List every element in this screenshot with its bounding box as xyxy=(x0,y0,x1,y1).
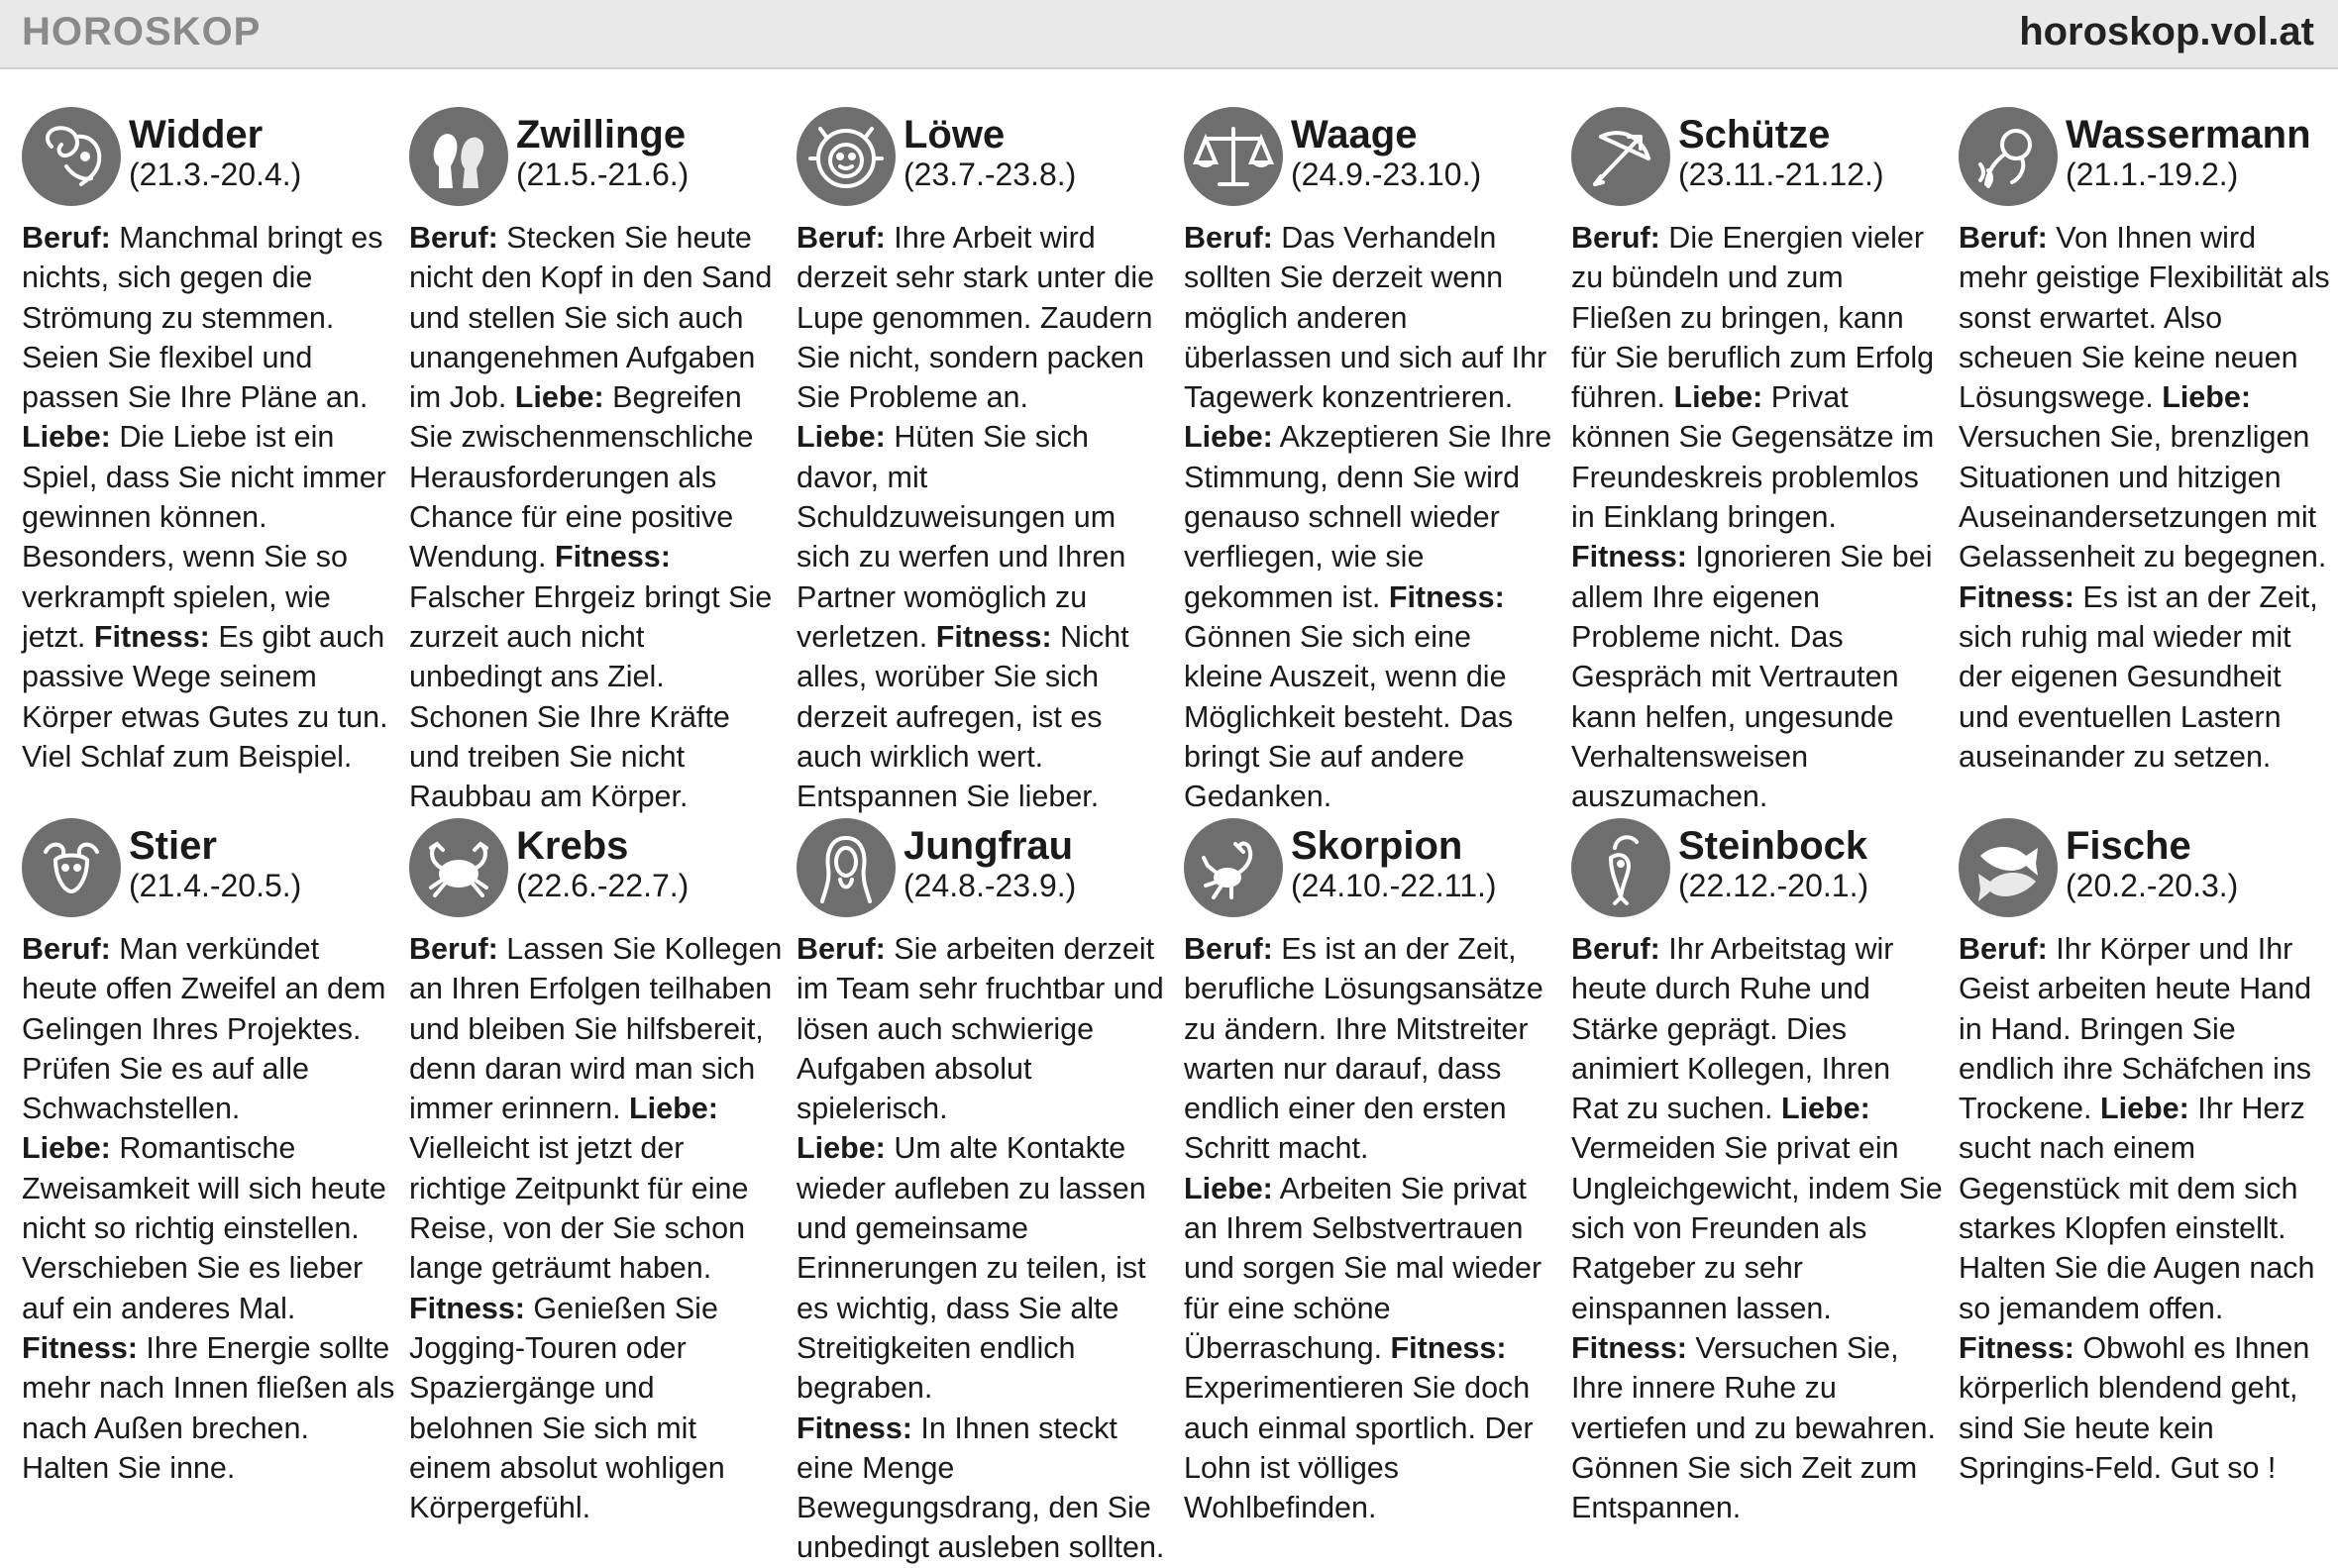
sign-skorpion xyxy=(1184,818,1558,1525)
text-liebe: Romantische Zweisamkeit will sich heute nicht so richtig einstellen. Verschieben Sie es lieber auf ein anderes Mal. xyxy=(22,1131,386,1325)
text-liebe: Arbeiten Sie privat an Ihrem Selbstvertrauen und sorgen Sie mal wieder für eine schöne Überraschung. xyxy=(1184,1171,1542,1365)
label-fitness: Fitness: xyxy=(1959,579,2074,614)
text-beruf: Lassen Sie Kollegen an Ihren Erfolgen teilhaben und bleiben Sie hilfsbereit, denn daran wird man sich immer erinnern. xyxy=(409,932,783,1126)
sign-text xyxy=(1184,929,1558,1527)
text-beruf: Das Verhandeln sollten Sie derzeit wenn möglich anderen überlassen und sich auf Ihr Tagewerk konzentrieren. xyxy=(1184,221,1547,415)
label-fitness: Fitness: xyxy=(1388,579,1505,614)
sign-dates: (23.7.-23.8.) xyxy=(903,157,1077,192)
sign-text xyxy=(409,218,784,816)
label-liebe: Liebe: xyxy=(1184,1171,1273,1205)
bull-icon xyxy=(22,818,121,917)
text-liebe: Vermeiden Sie privat ein Ungleichgewicht, indem Sie sich von Freunden als Ratgeber zu sehr einspannen lassen. xyxy=(1571,1131,1943,1325)
label-fitness: Fitness: xyxy=(1571,540,1687,575)
label-liebe: Liebe: xyxy=(22,420,111,455)
text-liebe: Ihr Herz sucht nach einem Gegenstück mit dem sich starkes Klopfen einstellt. Halten Sie die Augen nach so jemandem offen. xyxy=(1959,1092,2315,1325)
sign-schuetze xyxy=(1571,107,1946,814)
sign-dates: (24.9.-23.10.) xyxy=(1291,157,1482,192)
text-beruf: Ihr Körper und Ihr Geist arbeiten heute Hand in Hand. Bringen Sie endlich ihre Schäfchen ins Trockene. xyxy=(1959,932,2312,1126)
sign-text xyxy=(22,218,396,777)
sign-name: Stier xyxy=(129,824,217,868)
text-liebe: Versuchen Sie, brenzligen Situationen und hitzigen Auseinandersetzungen mit Gelassenheit zu begegnen. xyxy=(1959,420,2327,575)
label-fitness: Fitness: xyxy=(554,540,671,575)
text-fitness: Ihre Energie sollte mehr nach Innen fließen als nach Außen brechen. Halten Sie inne. xyxy=(22,1330,395,1485)
label-liebe: Liebe: xyxy=(1184,420,1273,455)
label-beruf: Beruf: xyxy=(22,221,111,255)
label-liebe: Liebe: xyxy=(514,380,604,415)
label-fitness: Fitness: xyxy=(1571,1330,1687,1365)
sign-name: Wassermann xyxy=(2066,113,2311,157)
text-beruf: Von Ihnen wird mehr geistige Flexibilität als sonst erwartet. Also scheuen Sie keine neuen Lösungswege. xyxy=(1959,221,2330,415)
sign-text xyxy=(797,218,1171,816)
text-liebe: Akzeptieren Sie Ihre Stimmung, denn Sie wird genauso schnell wieder verfliegen, wie sie gekommen ist. xyxy=(1184,420,1552,614)
text-fitness: Es ist an der Zeit, sich ruhig mal wieder mit der eigenen Gesundheit und eventuellen Lastern auseinander zu setzen. xyxy=(1959,579,2318,774)
crab-icon xyxy=(409,818,508,917)
fish-icon xyxy=(1959,818,2058,917)
text-liebe: Hüten Sie sich davor, mit Schuldzuweisungen um sich zu werfen und Ihren Partner womöglich zu verletzen. xyxy=(797,420,1126,654)
goat-icon xyxy=(1571,818,1670,917)
text-fitness: Versuchen Sie, Ihre innere Ruhe zu vertiefen und zu bewahren. Gönnen Sie sich Zeit zum Entspannen. xyxy=(1571,1330,1936,1525)
sign-name: Steinbock xyxy=(1678,824,1868,868)
label-beruf: Beruf: xyxy=(797,932,886,966)
water-bearer-icon xyxy=(1959,107,2058,206)
label-beruf: Beruf: xyxy=(1184,932,1273,966)
sign-waage xyxy=(1184,107,1558,814)
label-fitness: Fitness: xyxy=(935,619,1052,654)
sign-name: Löwe xyxy=(903,113,1006,157)
label-liebe: Liebe: xyxy=(629,1092,718,1126)
text-beruf: Es ist an der Zeit, berufliche Lösungsansätze zu ändern. Ihre Mitstreiter warten nur darauf, dass endlich einer den ersten Schritt macht. xyxy=(1184,932,1543,1166)
ram-icon xyxy=(22,107,121,206)
sign-dates: (22.6.-22.7.) xyxy=(516,868,690,903)
sign-dates: (21.4.-20.5.) xyxy=(129,868,302,903)
page-title: HOROSKOP xyxy=(22,10,262,53)
sign-text xyxy=(797,929,1171,1568)
text-fitness: Falscher Ehrgeiz bringt Sie zurzeit auch nicht unbedingt ans Ziel. Schonen Sie Ihre Kräfte und treiben Sie nicht Raubbau am Körper. xyxy=(409,579,773,814)
label-beruf: Beruf: xyxy=(1571,932,1660,966)
text-fitness: Experimentieren Sie doch auch einmal sportlich. Der Lohn ist völliges Wohlbefinden. xyxy=(1184,1371,1534,1525)
sign-jungfrau xyxy=(797,818,1171,1565)
archer-icon xyxy=(1571,107,1670,206)
sign-dates: (24.10.-22.11.) xyxy=(1291,868,1497,903)
sign-name: Zwillinge xyxy=(516,113,687,157)
sign-fische xyxy=(1959,818,2333,1512)
text-beruf: Sie arbeiten derzeit im Team sehr fruchtbar und lösen auch schwierige Aufgaben absolut spielerisch. xyxy=(797,932,1164,1126)
sign-dates: (24.8.-23.9.) xyxy=(903,868,1077,903)
sign-name: Jungfrau xyxy=(903,824,1074,868)
label-fitness: Fitness: xyxy=(93,619,210,654)
label-liebe: Liebe: xyxy=(1673,380,1763,415)
sign-name: Waage xyxy=(1291,113,1418,157)
text-fitness: Gönnen Sie sich eine kleine Auszeit, wenn die Möglichkeit besteht. Das bringt Sie auf andere Gedanken. xyxy=(1184,619,1514,814)
sign-text xyxy=(409,929,784,1527)
sign-text xyxy=(1959,218,2333,777)
sign-dates: (21.5.-21.6.) xyxy=(516,157,690,192)
sign-dates: (22.12.-20.1.) xyxy=(1678,868,1869,903)
lion-icon xyxy=(797,107,896,206)
scales-icon xyxy=(1184,107,1283,206)
sign-name: Schütze xyxy=(1678,113,1831,157)
sign-stier xyxy=(22,818,396,1512)
label-beruf: Beruf: xyxy=(797,221,886,255)
text-liebe: Die Liebe ist ein Spiel, dass Sie nicht immer gewinnen können. Besonders, wenn Sie so verkrampft spielen, wie jetzt. xyxy=(22,420,386,654)
sign-text xyxy=(1571,929,1946,1527)
label-beruf: Beruf: xyxy=(1959,221,2048,255)
label-liebe: Liebe: xyxy=(22,1131,111,1166)
label-liebe: Liebe: xyxy=(797,420,886,455)
text-liebe: Vielleicht ist jetzt der richtige Zeitpunkt für eine Reise, von der Sie schon lange geträumt haben. xyxy=(409,1131,749,1286)
text-fitness: Ignorieren Sie bei allem Ihre eigenen Probleme nicht. Das Gespräch mit Vertrauten kann helfen, ungesunde Verhaltensweisen auszumachen. xyxy=(1571,540,1933,814)
text-beruf: Ihr Arbeitstag wir heute durch Ruhe und Stärke geprägt. Dies animiert Kollegen, Ihren Rat zu suchen. xyxy=(1571,932,1894,1126)
twins-icon xyxy=(409,107,508,206)
text-fitness: Genießen Sie Jogging-Touren oder Spaziergänge und belohnen Sie sich mit einem absolut wohligen Körpergefühl. xyxy=(409,1291,725,1525)
text-beruf: Stecken Sie heute nicht den Kopf in den Sand und stellen Sie sich auch unangenehmen Aufgaben im Job. xyxy=(409,221,773,415)
label-liebe: Liebe: xyxy=(797,1131,886,1166)
sign-dates: (23.11.-21.12.) xyxy=(1678,157,1884,192)
label-fitness: Fitness: xyxy=(409,1291,525,1325)
text-beruf: Man verkündet heute offen Zweifel an dem Gelingen Ihres Projektes. Prüfen Sie es auf alle Schwachstellen. xyxy=(22,932,386,1126)
virgin-icon xyxy=(797,818,896,917)
sign-zwillinge xyxy=(409,107,784,814)
label-beruf: Beruf: xyxy=(409,221,498,255)
label-beruf: Beruf: xyxy=(22,932,111,966)
header-bar xyxy=(0,0,2338,69)
site-url[interactable]: horoskop.vol.at xyxy=(2019,10,2314,53)
label-beruf: Beruf: xyxy=(1959,932,2048,966)
sign-wassermann xyxy=(1959,107,2333,800)
label-beruf: Beruf: xyxy=(1571,221,1660,255)
sign-widder xyxy=(22,107,396,800)
text-liebe: Um alte Kontakte wieder aufleben zu lassen und gemeinsame Erinnerungen zu teilen, ist es wichtig, dass Sie alte Streitigkeiten endlich begraben. xyxy=(797,1131,1146,1406)
text-liebe: Begreifen Sie zwischenmenschliche Herausforderungen als Chance für eine positive Wendung. xyxy=(409,380,754,575)
label-liebe: Liebe: xyxy=(2162,380,2252,415)
scorpion-icon xyxy=(1184,818,1283,917)
label-liebe: Liebe: xyxy=(2099,1092,2189,1126)
text-fitness: Es gibt auch passive Wege seinem Körper etwas Gutes zu tun. Viel Schlaf zum Beispiel. xyxy=(22,619,388,774)
text-beruf: Ihre Arbeit wird derzeit sehr stark unter die Lupe genommen. Zaudern Sie nicht, sondern packen Sie Probleme an. xyxy=(797,221,1155,415)
label-fitness: Fitness: xyxy=(22,1330,138,1365)
sign-text xyxy=(1571,218,1946,816)
sign-text xyxy=(1184,218,1558,816)
text-beruf: Die Energien vieler zu bündeln und zum Fließen zu bringen, kann für Sie beruflich zum Erfolg führen. xyxy=(1571,221,1935,415)
label-fitness: Fitness: xyxy=(1390,1330,1507,1365)
sign-steinbock xyxy=(1571,818,1946,1525)
sign-text xyxy=(22,929,396,1488)
sign-name: Fische xyxy=(2066,824,2191,868)
sign-name: Krebs xyxy=(516,824,629,868)
label-beruf: Beruf: xyxy=(409,932,498,966)
text-fitness: In Ihnen steckt eine Menge Bewegungsdrang, den Sie unbedingt ausleben sollten. xyxy=(797,1411,1165,1565)
text-fitness: Obwohl es Ihnen körperlich blendend geht, sind Sie heute kein Springins-Feld. Gut so ! xyxy=(1959,1330,2310,1485)
text-liebe: Privat können Sie Gegensätze im Freundeskreis problemlos in Einklang bringen. xyxy=(1571,380,1935,535)
label-fitness: Fitness: xyxy=(797,1411,912,1445)
label-liebe: Liebe: xyxy=(1780,1092,1870,1126)
text-beruf: Manchmal bringt es nichts, sich gegen die Strömung zu stemmen. Seien Sie flexibel und passen Sie Ihre Pläne an. xyxy=(22,221,383,415)
label-beruf: Beruf: xyxy=(1184,221,1273,255)
sign-krebs xyxy=(409,818,784,1525)
sign-dates: (21.1.-19.2.) xyxy=(2066,157,2239,192)
text-fitness: Nicht alles, worüber Sie sich derzeit aufregen, ist es auch wirklich wert. Entspannen Sie lieber. xyxy=(797,619,1129,814)
sign-dates: (21.3.-20.4.) xyxy=(129,157,302,192)
sign-name: Skorpion xyxy=(1291,824,1463,868)
sign-text xyxy=(1959,929,2333,1488)
sign-dates: (20.2.-20.3.) xyxy=(2066,868,2239,903)
sign-loewe xyxy=(797,107,1171,814)
label-fitness: Fitness: xyxy=(1959,1330,2074,1365)
sign-name: Widder xyxy=(129,113,264,157)
